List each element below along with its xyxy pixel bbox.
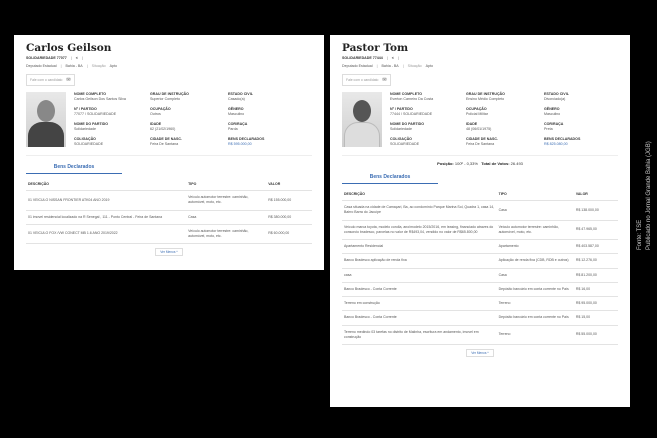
table-row <box>342 201 618 221</box>
source-caption <box>636 141 654 250</box>
state: Bahia - BA <box>65 64 83 68</box>
info-field: Nº / PARTIDO 77077 / SOLIDARIEDADE <box>74 107 117 116</box>
info-field: BENS DECLARADOS R$ 595.000,00 <box>228 137 265 146</box>
table-cell: 01 VEICULO FOX /VW CONECT MB 1.6 ANO 2019/2022 <box>26 224 186 244</box>
source-text: Fonte: TSE <box>637 219 643 250</box>
column-header: DESCRIÇÃO <box>26 179 186 191</box>
table-cell: Banco Bradesco - Conta Corrente <box>342 311 497 325</box>
table-cell: R$ 81.200,00 <box>574 268 618 282</box>
info-field: OCUPAÇÃO Outros <box>150 107 171 116</box>
candidate-photo <box>26 92 66 147</box>
info-field: NOME DO PARTIDO Solidariedade <box>74 122 109 131</box>
position-summary: Posição: 100º - 0,33% Total de Votos: 26.493 <box>437 161 523 166</box>
table-cell: R$ 380.000,00 <box>266 210 312 224</box>
table-cell: Banco Bradesco - Conta Corrente <box>342 282 497 296</box>
status: Apto <box>109 64 118 68</box>
table-row <box>342 282 618 296</box>
see-less-button[interactable]: Ver Menos ^ <box>466 349 494 357</box>
table-cell: Aplicação de renda fixa (CDB, RDB e outros) <box>497 254 574 268</box>
candidate-name: Carlos Geilson <box>26 42 112 54</box>
table-cell: Veículo automotor terrestre: caminhão, automóvel, moto, etc. <box>186 191 266 211</box>
table-cell: Veículo automotor terrestre: caminhão, automóvel, moto, etc. <box>497 220 574 240</box>
info-field: CIDADE DE NASC. Feira De Santana <box>466 137 498 146</box>
party-number: SOLIDARIEDADE 77077 <box>26 56 67 60</box>
column-header: TIPO <box>497 189 574 201</box>
table-row <box>342 220 618 240</box>
info-field: GÊNERO Masculino <box>228 107 245 116</box>
assets-table <box>342 189 618 345</box>
info-field: COR/RAÇA Preta <box>544 122 564 131</box>
table-cell: Casa situada na cidade de Camaçari, Ba, ao condomínio Parque Marina Sol, Quadra 1, casa 14, Bairro Barra do Jacuípe <box>342 201 497 221</box>
status-label: Situação <box>407 64 422 68</box>
table-cell: 01 imovel residencial localizado na R Senegal , 111 - Ponto Central - Feira de Santana <box>26 210 186 224</box>
table-cell: R$ 403.587,00 <box>574 240 618 254</box>
contact-label: Fale com o candidato <box>30 78 63 82</box>
info-field: ESTADO CIVIL Casado(a) <box>228 92 253 101</box>
table-cell: R$ 155.000,00 <box>266 191 312 211</box>
table-cell: R$ 95.000,00 <box>574 297 618 311</box>
table-cell: Terreno em construção <box>342 297 497 311</box>
info-field: BENS DECLARADOS R$ 825.080,00 <box>544 137 581 146</box>
table-cell: R$ 60.000,00 <box>266 224 312 244</box>
column-header: VALOR <box>266 179 312 191</box>
info-field: OCUPAÇÃO Policial Militar <box>466 107 488 116</box>
table-cell: casa <box>342 268 497 282</box>
office: Deputado Estadual <box>26 64 57 68</box>
status: Apto <box>425 64 434 68</box>
table-cell: Banco Bradesco aplicação de renda fixa <box>342 254 497 268</box>
info-field: IDADE 62 (21/02/1960) <box>150 122 176 131</box>
info-field: COLIGAÇÃO SOLIDARIEDADE <box>74 137 104 146</box>
column-header: VALOR <box>574 189 618 201</box>
table-row <box>342 240 618 254</box>
table-cell: Casa <box>497 201 574 221</box>
table-cell: Casa <box>186 210 266 224</box>
table-row <box>26 224 312 244</box>
contact-label: Fale com o candidato <box>346 78 379 82</box>
table-row <box>342 311 618 325</box>
party-number: SOLIDARIEDADE 77444 <box>342 56 383 60</box>
info-field: GRAU DE INSTRUÇÃO Ensino Médio Completo <box>466 92 505 101</box>
table-cell: Veículo marca toyota, modelo corolla, ano/modelo 2015/2016, em leasing, financiado atraves do consorcio bradesco, parcelas no valor de R$493,04, vendido no valor de R$65.800,00 <box>342 220 497 240</box>
candidate-photo <box>342 92 382 147</box>
info-field: NOME DO PARTIDO Solidariedade <box>390 122 425 131</box>
table-row <box>342 297 618 311</box>
table-cell: Terreno <box>497 325 574 345</box>
share-icon[interactable]: < <box>391 56 394 60</box>
table-cell: Terreno medindo 03 tarefas no distrito de Maiinha, escritura em andamento, imovel em construção <box>342 325 497 345</box>
info-field: COLIGAÇÃO SOLIDARIEDADE <box>390 137 420 146</box>
table-cell: Depósito bancário em conta corrente no País <box>497 311 574 325</box>
table-cell: R$ 47.965,00 <box>574 220 618 240</box>
table-cell: Terreno <box>497 297 574 311</box>
table-row <box>342 268 618 282</box>
table-cell: R$ 12.276,00 <box>574 254 618 268</box>
info-field: GÊNERO Masculino <box>544 107 561 116</box>
tab-bens-declarados[interactable]: Bens Declarados <box>342 174 438 184</box>
assets-table <box>26 179 312 244</box>
info-field: Nº / PARTIDO 77444 / SOLIDARIEDADE <box>390 107 433 116</box>
table-cell: R$ 138.000,00 <box>574 201 618 221</box>
published-text: Publicado no Jornal Grande Bahia (JGB) <box>646 141 652 250</box>
contact-button[interactable] <box>342 74 391 86</box>
column-header: DESCRIÇÃO <box>342 189 497 201</box>
candidate-card-carlos-geilson: Carlos Geilson SOLIDARIEDADE 77077 | < | Deputado Estadual | Bahia - BA | Situação Apto Fale com o candidato ✉ NOME COMPLETO Carlos Geilson Dos Santos Silva GRAU DE INSTRUÇÃO Superior Completo ESTADO CIVIL Casado(a) Nº / PARTIDO 77077 / SOLIDARIEDADE OCUPAÇÃO Outros GÊNERO Masculino NOME DO PARTIDO Solidariedade IDADE 62 (21/02/1960) COR/RAÇA Parda COLIGAÇÃO SOLIDARIEDADE CIDADE DE NASC. Feira De Santana BENS DECLARADOS R$ 595.000,00 Bens Declarados DESCRIÇÃO TIPO VALOR 01 VEICULO NISSAN FRONTIER ATK04 ANO 2019 Veículo automotor terrestre: caminhão, automóvel, moto, etc. R$ 155.000,00 01 imovel residencial localizado na R Senegal , 111 - Ponto Central - Feira de Santana Casa R$ 380.000,00 01 VEICULO FOX /VW CONECT MB 1.6 ANO 2019/2022 Veículo automotor terrestre: caminhão, automóvel, moto, etc. R$ 60.000,00 Ver Menos ^ <box>14 35 324 270</box>
info-field: CIDADE DE NASC. Feira De Santana <box>150 137 182 146</box>
table-cell: Depósito bancário em conta corrente no País <box>497 282 574 296</box>
share-icon[interactable]: < <box>75 56 78 60</box>
info-field: ESTADO CIVIL Divorciado(a) <box>544 92 569 101</box>
candidate-card-pastor-tom: Pastor Tom SOLIDARIEDADE 77444 | < | Deputado Estadual | Bahia - BA | Situação Apto Fale com o candidato ✉ NOME COMPLETO Everton Carneiro Da Costa GRAU DE INSTRUÇÃO Ensino Médio Completo ESTADO CIVIL Divorciado(a) Nº / PARTIDO 77444 / SOLIDARIEDADE OCUPAÇÃO Policial Militar GÊNERO Masculino NOME DO PARTIDO Solidariedade IDADE 48 (06/01/1975) COR/RAÇA Preta COLIGAÇÃO SOLIDARIEDADE CIDADE DE NASC. Feira De Santana BENS DECLARADOS R$ 825.080,00 Posição: 100º - 0,33% Total de Votos: 26.493 Bens Declarados DESCRIÇÃO TIPO VALOR Casa situada na cidade de Camaçari, Ba, ao condomínio Parque Marina Sol, Quadra 1, casa 14, Bairro Barra do Jacuípe Casa R$ 138.000,00 Veículo marca toyota, modelo corolla, ano/modelo 2015/2016, em leasing, financiado atraves do consorcio bradesco, parcelas no valor de R$493,04, vendido no valor de R$65.800,00 Veículo automotor terrestre: caminhão, automóvel, moto, etc. R$ 47.965,00 Apartamento Residencial Apartamento R$ 403.587,00 Banco Bradesco aplicação de renda fixa Aplicação de renda fixa (CDB, RDB e outros) R$ 12.276,00 casa Casa R$ 81.200,00 Banco Bradesco - Conta Corrente Depósito bancário em conta corrente no País R$ 16,00 Terreno em construção Terreno R$ 95.000,00 Banco Bradesco - Conta Corrente Depósito bancário em conta corrente no País R$ 15,00 Terreno medindo 03 tarefas no distrito de Maiinha, escritura em andamento, imovel em construção Terreno R$ 55.000,00 Ver Menos ^ <box>330 35 630 407</box>
state: Bahia - BA <box>381 64 399 68</box>
office: Deputado Estadual <box>342 64 373 68</box>
info-field: GRAU DE INSTRUÇÃO Superior Completo <box>150 92 189 101</box>
table-cell: Apartamento <box>497 240 574 254</box>
info-field: NOME COMPLETO Carlos Geilson Dos Santos Silva <box>74 92 126 101</box>
mail-icon: ✉ <box>66 77 71 83</box>
table-cell: Veículo automotor terrestre: caminhão, automóvel, moto, etc. <box>186 224 266 244</box>
table-row <box>26 191 312 211</box>
table-cell: R$ 16,00 <box>574 282 618 296</box>
table-cell: R$ 15,00 <box>574 311 618 325</box>
info-field: COR/RAÇA Parda <box>228 122 248 131</box>
info-field: NOME COMPLETO Everton Carneiro Da Costa <box>390 92 434 101</box>
table-row <box>26 210 312 224</box>
status-label: Situação <box>91 64 106 68</box>
column-header: TIPO <box>186 179 266 191</box>
tab-bens-declarados[interactable]: Bens Declarados <box>26 164 122 174</box>
table-row <box>342 254 618 268</box>
table-cell: Casa <box>497 268 574 282</box>
table-row <box>342 325 618 345</box>
candidate-name: Pastor Tom <box>342 42 409 54</box>
table-cell: Apartamento Residencial <box>342 240 497 254</box>
table-cell: R$ 55.000,00 <box>574 325 618 345</box>
mail-icon: ✉ <box>382 77 387 83</box>
table-cell: 01 VEICULO NISSAN FRONTIER ATK04 ANO 2019 <box>26 191 186 211</box>
see-less-button[interactable]: Ver Menos ^ <box>155 248 183 256</box>
info-field: IDADE 48 (06/01/1975) <box>466 122 492 131</box>
contact-button[interactable] <box>26 74 75 86</box>
